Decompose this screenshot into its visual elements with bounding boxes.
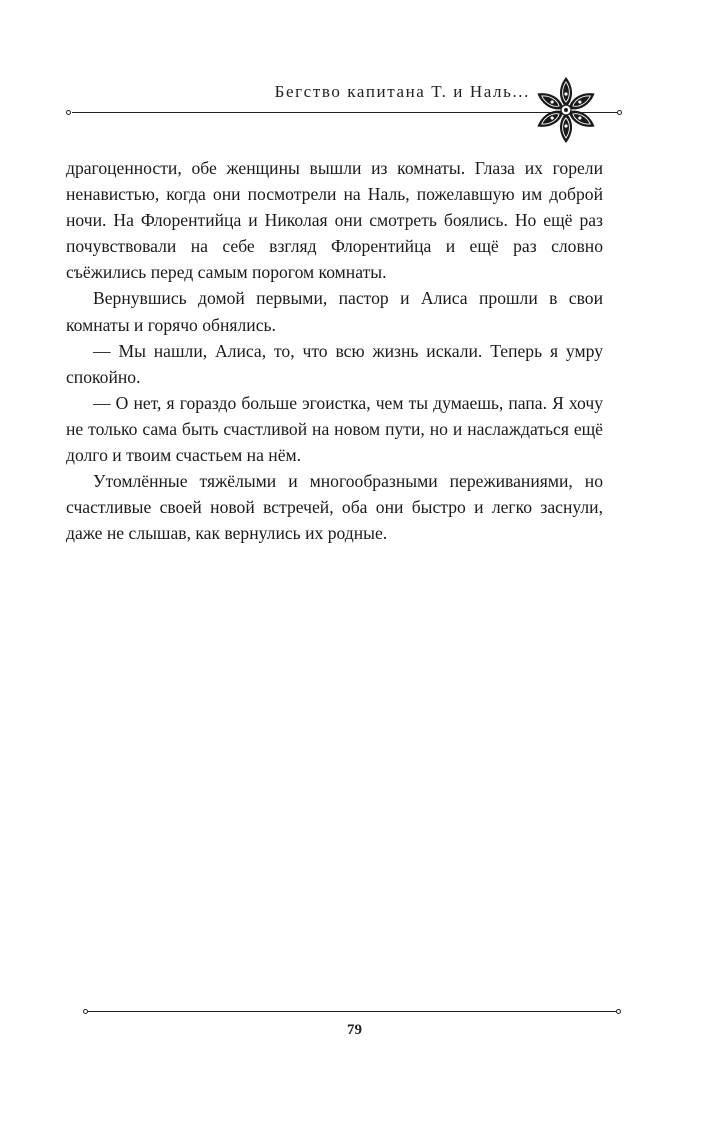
footer-rule-right-dot — [616, 1009, 621, 1014]
paragraph-3: — Мы нашли, Алиса, то, что всю жизнь искали. Теперь я умру спокойно. — [66, 340, 603, 387]
running-head: Бегство капитана Т. и Наль... — [274, 82, 530, 101]
paragraph-2: Вернувшись домой первыми, пастор и Алиса прошли в свои комнаты и горячо обнялись. — [66, 288, 603, 335]
paragraph-1: драгоценности, обе женщины вышли из комнаты. Глаза их горели ненавистью, когда они посмотрели на Наль, пожелавшую им доброй ночи. На Флорентийца и Николая они смотреть боялись. Но ещё раз почувствовали на себе взгляд Флорентийца и ещё раз словно съёжились перед самым порогом комнаты. — [66, 158, 603, 283]
paragraph-5: Утомлённые тяжёлыми и многообразными переживаниями, но счастливые своей новой встречей, оба они быстро и легко заснули, даже не слышав, как вернулись их родные. — [66, 471, 603, 544]
mandala-flower-icon — [534, 74, 598, 146]
footer-rule — [88, 1011, 618, 1012]
paragraph-4: — О нет, я гораздо больше эгоистка, чем ты думаешь, папа. Я хочу не только сама быть счастливой на новом пути, но и наслаждаться ещё долго и твоим счастьем на нём. — [66, 392, 603, 466]
header-rule-left-dot — [66, 110, 71, 115]
footer-rule-left-dot — [83, 1009, 88, 1014]
header-rule-right-dot — [617, 110, 622, 115]
page-number: 79 — [347, 1022, 362, 1038]
body-text — [66, 155, 603, 546]
